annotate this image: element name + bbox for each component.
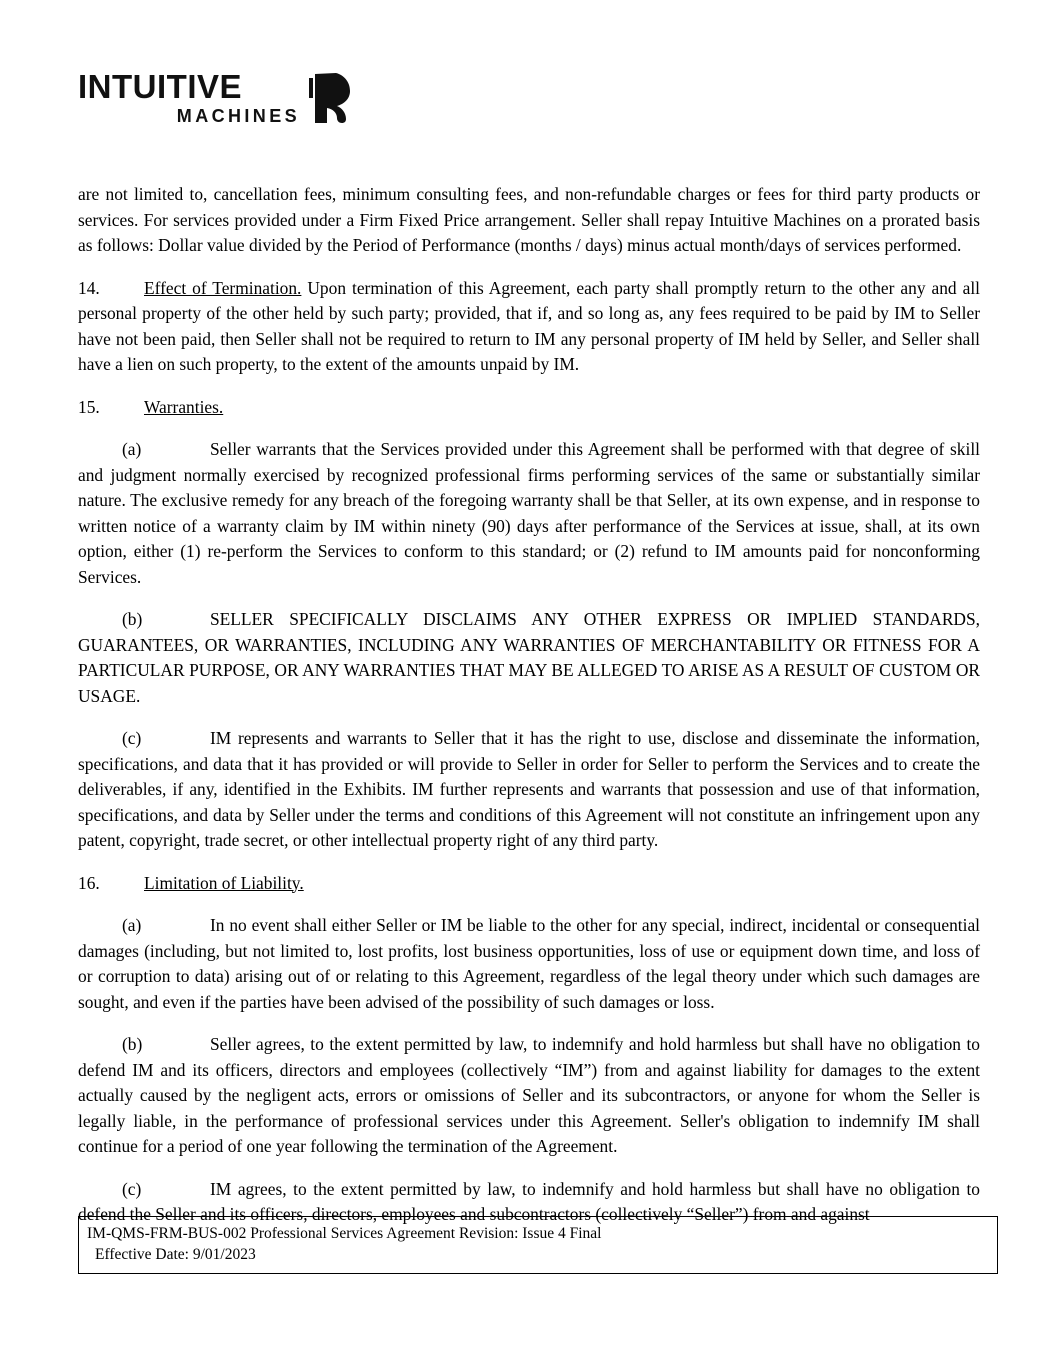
paragraph-continued: are not limited to, cancellation fees, minimum consulting fees, and non-refundable charges or fees for third party products or services. For services provided under a Firm Fixed Price arrangement. Seller shall repay Intuitive Machines on a prorated basis as follows: Dollar value divided by the Period of Performance (months / days) minus actual month/days of services performed. [78, 184, 980, 255]
section-heading-14: Effect of Termination. [144, 277, 302, 298]
intuitive-machines-glyph-icon [306, 72, 352, 124]
clause-label-16a: (a) [122, 915, 142, 935]
clause-label-15a: (a) [122, 439, 142, 459]
clause-text-15c: IM represents and warrants to Seller that it has the right to use, disclose and disseminate the information, specifications, and data that it has provided or will provide to Seller in order for Seller to perform the Services and to create the deliverables, if any, identified in the Exhibits. IM further represents and warrants that possession and use of that information, specifications, and data by Seller under the terms and conditions of this Agreement will not constitute an infringement upon any patent, copyright, trade secret, or other intellectual property right of any third party. [78, 728, 980, 850]
logo-wordmark: INTUITIVE [78, 68, 243, 105]
clause-text-16b: Seller agrees, to the extent permitted by law, to indemnify and hold harmless but shall have no obligation to defend IM and its officers, directors and employees (collectively “IM”) from and against liability for damages to the extent actually caused by the negligent acts, errors or omissions of Seller and its subcontractors, or anyone for whom the Seller is legally liable, in the performance of professional services under this Agreement. Seller's obligation to indemnify IM shall continue for a period of one year following the termination of the Agreement. [78, 1034, 980, 1156]
paragraph-section-14 [78, 276, 980, 378]
paragraph-15-a [78, 437, 980, 590]
section-number-15: 15. [78, 396, 100, 417]
paragraph-15-b [78, 607, 980, 709]
section-heading-15: Warranties. [144, 396, 224, 417]
paragraph-section-15-title [78, 395, 980, 421]
clause-label-15c: (c) [122, 728, 142, 748]
clause-label-16b: (b) [122, 1034, 143, 1054]
company-logo [78, 70, 338, 140]
paragraph-section-16-title [78, 871, 980, 897]
clause-text-15b: SELLER SPECIFICALLY DISCLAIMS ANY OTHER EXPRESS OR IMPLIED STANDARDS, GUARANTEES, OR WARRANTIES, INCLUDING ANY WARRANTIES OF MERCHANTABILITY OR FITNESS FOR A PARTICULAR PURPOSE, OR ANY WARRANTIES THAT MAY BE ALLEGED TO ARISE AS A RESULT OF CUSTOM OR USAGE. [78, 609, 980, 706]
clause-label-15b: (b) [122, 609, 143, 629]
paragraph-16-a [78, 913, 980, 1015]
footer-document-id: IM-QMS-FRM-BUS-002 Professional Services Agreement Revision: Issue 4 Final [87, 1225, 602, 1242]
clause-text-16a: In no event shall either Seller or IM be liable to the other for any special, indirect, incidental or consequential damages (including, but not limited to, lost profits, lost business opportunities, loss of use or equipment down time, and loss of or corruption to data) arising out of or relating to this Agreement, regardless of the legal theory under which such damages are sought, and even if the parties have been advised of the possibility of such damages or loss. [78, 915, 980, 1012]
paragraph-15-c [78, 726, 980, 854]
logo-submark: MACHINES [176, 106, 300, 126]
document-body [78, 182, 980, 1228]
section-heading-16: Limitation of Liability. [144, 872, 304, 893]
footer-effective-date: Effective Date: 9/01/2023 [95, 1246, 256, 1263]
document-footer [78, 1216, 998, 1274]
section-text-14: Upon termination of this Agreement, each party shall promptly return to the other any and all personal property of the other held by such party; provided, that if, and so long as, any fees required to be paid by IM to Seller have not been paid, then Seller shall not be required to return to IM any personal property of IM held by Seller, and Seller shall have a lien on such property, to the extent of the amounts unpaid by IM. [78, 277, 980, 374]
paragraph-16-b [78, 1032, 980, 1160]
clause-label-16c: (c) [122, 1178, 142, 1199]
section-number-14: 14. [78, 277, 100, 298]
clause-text-15a: Seller warrants that the Services provided under this Agreement shall be performed with that degree of skill and judgment normally exercised by recognized professional firms performing services of the same or substantially similar nature. The exclusive remedy for any breach of the foregoing warranty shall be that Seller, at its own expense, and in response to written notice of a warranty claim by IM within ninety (90) days after performance of the Services at issue, shall, at its own option, either (1) re-perform the Services to conform to this standard; or (2) refund to IM amounts paid for nonconforming Services. [78, 439, 980, 587]
clause-text-16c: IM agrees, to the extent permitted by law, to indemnify and hold harmless but shall have no obligation to defend the Seller and its officers, directors, employees and subcontractors (collectively “Seller”) from and against [78, 1178, 980, 1224]
section-number-16: 16. [78, 872, 100, 893]
